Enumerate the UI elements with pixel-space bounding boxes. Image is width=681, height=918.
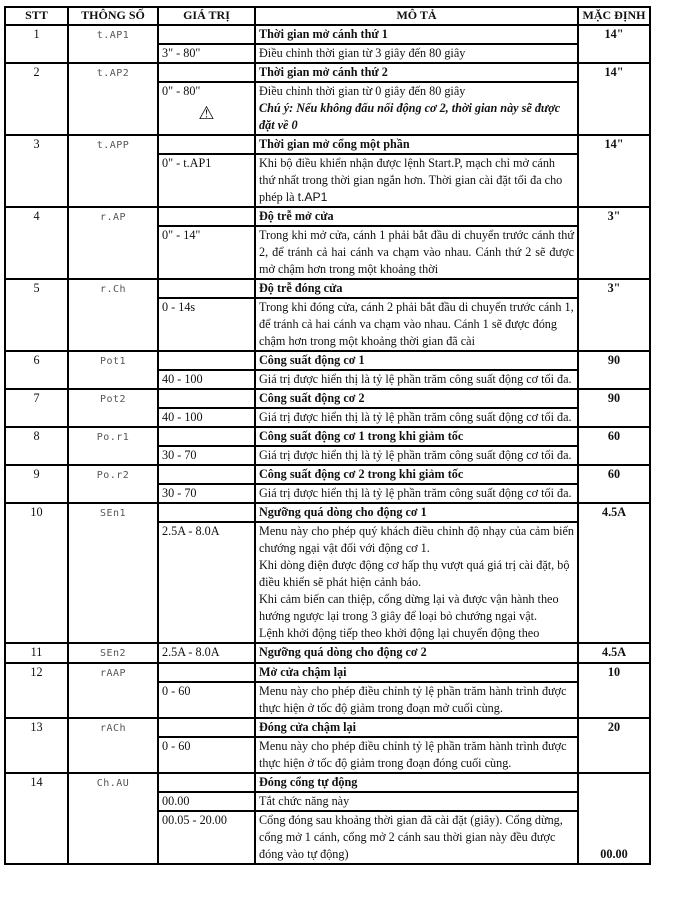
table-row <box>5 503 650 522</box>
param-description: Giá trị được hiển thị là tỷ lệ phần trăm công suất động cơ tối đa. <box>255 446 578 465</box>
value-range-cell <box>158 82 255 135</box>
param-description-line: Khi cảm biến can thiệp, cổng dừng lại và được vận hành theo hướng ngược lại trong 3 giây để loại bỏ chướng ngại vật. <box>259 592 559 623</box>
value-range: 40 - 100 <box>158 408 255 427</box>
header-stt: STT <box>5 7 68 25</box>
param-code <box>68 465 158 503</box>
value-range: 30 - 70 <box>158 446 255 465</box>
default-value: 60 <box>578 465 650 503</box>
segment-display-code: t.APP <box>96 140 130 151</box>
table-row <box>5 207 650 226</box>
table-row <box>5 279 650 298</box>
param-reference: t.AP1 <box>297 190 328 204</box>
value-cell-empty <box>158 773 255 792</box>
option-description: Tắt chức năng này <box>255 792 578 811</box>
parameter-table <box>4 6 651 865</box>
param-code <box>68 351 158 389</box>
param-title: Độ trễ đóng cửa <box>255 279 578 298</box>
table-row <box>5 718 650 737</box>
param-description-cell <box>255 522 578 643</box>
segment-display-code: rACh <box>99 723 127 734</box>
param-description: Trong khi mở cửa, cánh 1 phải bắt đầu di chuyển trước cánh thứ 2, để tránh cả hai cánh va chạm vào nhau. Cánh thứ 2 sẽ được mở chậm hơn trong một khoảng thời <box>255 226 578 279</box>
segment-display-code: t.AP2 <box>96 68 130 79</box>
param-code <box>68 63 158 135</box>
param-title: Ngưỡng quá dòng cho động cơ 2 <box>255 643 578 663</box>
value-range: 0" - 80" <box>162 84 201 98</box>
default-value: 10 <box>578 663 650 718</box>
segment-display-code: Pot1 <box>99 356 127 367</box>
segment-display-code: r.AP <box>99 212 127 223</box>
param-code <box>68 643 158 663</box>
param-description: Giá trị được hiển thị là tỷ lệ phần trăm công suất động cơ tối đa. <box>255 408 578 427</box>
param-description-line: Lệnh khởi động tiếp theo khởi động lại chuyển động theo <box>259 626 540 640</box>
value-cell-empty <box>158 465 255 484</box>
segment-display-code: Po.r1 <box>96 432 130 443</box>
default-value: 4.5A <box>578 503 650 643</box>
value-cell-empty <box>158 279 255 298</box>
segment-display-code: rAAP <box>99 668 127 679</box>
row-number: 10 <box>5 503 68 643</box>
value-cell-empty <box>158 389 255 408</box>
value-cell-empty <box>158 718 255 737</box>
default-value: 14" <box>578 25 650 63</box>
option-range: 00.05 - 20.00 <box>158 811 255 864</box>
row-number: 13 <box>5 718 68 773</box>
header-value: GIÁ TRỊ <box>158 7 255 25</box>
value-range: 2.5A - 8.0A <box>158 643 255 663</box>
param-title: Công suất động cơ 2 trong khi giảm tốc <box>255 465 578 484</box>
header-desc: MÔ TẢ <box>255 7 578 25</box>
param-title: Thời gian mở cổng một phần <box>255 135 578 154</box>
value-cell-empty <box>158 503 255 522</box>
value-range: 3" - 80" <box>158 44 255 63</box>
value-cell-empty <box>158 663 255 682</box>
option-description: Cổng đóng sau khoảng thời gian đã cài đặt (giây). Cổng dừng, cổng mở 1 cánh, cổng mở 2 cánh sau thời gian này đều được đóng vào tự động) <box>255 811 578 864</box>
param-code <box>68 135 158 207</box>
param-description-line: Menu này cho phép quý khách điều chỉnh độ nhạy của cảm biến chướng ngại vật đối với động cơ 1. <box>259 524 574 555</box>
param-title: Thời gian mở cánh thứ 1 <box>255 25 578 44</box>
default-value: 3" <box>578 207 650 279</box>
value-range: 2.5A - 8.0A <box>158 522 255 643</box>
value-range: 40 - 100 <box>158 370 255 389</box>
segment-display-code: SEn2 <box>99 648 127 659</box>
param-title: Đóng cổng tự động <box>255 773 578 792</box>
param-code <box>68 663 158 718</box>
segment-display-code: Ch.AU <box>96 778 130 789</box>
warning-icon: ⚠ <box>198 103 215 123</box>
value-range: 0" - 14" <box>158 226 255 279</box>
param-code <box>68 503 158 643</box>
param-description: Điều chỉnh thời gian từ 0 giây đến 80 giây <box>259 84 466 98</box>
param-title: Công suất động cơ 1 trong khi giảm tốc <box>255 427 578 446</box>
row-number: 5 <box>5 279 68 351</box>
table-header-row <box>5 7 650 25</box>
value-range: 0 - 60 <box>158 682 255 718</box>
default-value: 90 <box>578 389 650 427</box>
param-description: Trong khi đóng cửa, cánh 2 phải bắt đầu di chuyển trước cánh 1, để tránh cả hai cánh va chạm vào nhau. Cánh 1 sẽ được đóng chậm hơn trong một khoảng thời gian đã cài <box>255 298 578 351</box>
default-value: 90 <box>578 351 650 389</box>
value-cell-empty <box>158 63 255 82</box>
row-number: 8 <box>5 427 68 465</box>
table-row <box>5 389 650 408</box>
value-cell-empty <box>158 207 255 226</box>
default-value: 20 <box>578 718 650 773</box>
default-value: 3" <box>578 279 650 351</box>
param-description-cell <box>255 154 578 207</box>
row-number: 14 <box>5 773 68 864</box>
table-row <box>5 135 650 154</box>
table-row <box>5 643 650 663</box>
table-row <box>5 63 650 82</box>
param-code <box>68 207 158 279</box>
param-description: Menu này cho phép điều chỉnh tỷ lệ phần trăm hành trình được thực hiện ở tốc độ giảm trong đoạn mở cuối cùng. <box>255 682 578 718</box>
param-title: Thời gian mở cánh thứ 2 <box>255 63 578 82</box>
param-description: Giá trị được hiển thị là tỷ lệ phần trăm công suất động cơ tối đa. <box>255 370 578 389</box>
default-value: 14" <box>578 135 650 207</box>
param-code <box>68 427 158 465</box>
value-range: 30 - 70 <box>158 484 255 503</box>
param-description: Menu này cho phép điều chỉnh tỷ lệ phần trăm hành trình được thực hiện ở tốc độ giảm trong đoạn đóng cuối cùng. <box>255 737 578 773</box>
row-number: 2 <box>5 63 68 135</box>
table-row <box>5 25 650 44</box>
param-description-cell <box>255 82 578 135</box>
table-row <box>5 773 650 792</box>
value-cell-empty <box>158 351 255 370</box>
param-code <box>68 718 158 773</box>
option-range: 00.00 <box>158 792 255 811</box>
param-title: Công suất động cơ 1 <box>255 351 578 370</box>
default-value: 00.00 <box>578 773 650 864</box>
param-title: Mở cửa chậm lại <box>255 663 578 682</box>
value-range: 0 - 14s <box>158 298 255 351</box>
header-default: MẶC ĐỊNH <box>578 7 650 25</box>
value-cell-empty <box>158 25 255 44</box>
param-code <box>68 389 158 427</box>
param-code <box>68 773 158 864</box>
table-row <box>5 663 650 682</box>
row-number: 4 <box>5 207 68 279</box>
header-param: THÔNG SỐ <box>68 7 158 25</box>
segment-display-code: SEn1 <box>99 508 127 519</box>
row-number: 9 <box>5 465 68 503</box>
segment-display-code: Pot2 <box>99 394 127 405</box>
param-code <box>68 25 158 63</box>
param-title: Công suất động cơ 2 <box>255 389 578 408</box>
param-description: Khi bộ điều khiển nhận được lệnh Start.P, mạch chỉ mở cánh thứ nhất trong thời gian ngắn hơn. Thời gian cài đặt tối đa cho phép là <box>259 156 563 204</box>
value-range: 0 - 60 <box>158 737 255 773</box>
default-value: 4.5A <box>578 643 650 663</box>
row-number: 11 <box>5 643 68 663</box>
default-value: 14" <box>578 63 650 135</box>
table-row <box>5 351 650 370</box>
row-number: 6 <box>5 351 68 389</box>
param-note: Chú ý: Nếu không đấu nối động cơ 2, thời gian này sẽ được đặt về 0 <box>259 101 561 132</box>
segment-display-code: r.Ch <box>99 284 127 295</box>
segment-display-code: Po.r2 <box>96 470 130 481</box>
row-number: 3 <box>5 135 68 207</box>
value-range: 0" - t.AP1 <box>158 154 255 207</box>
value-cell-empty <box>158 135 255 154</box>
param-description: Điều chỉnh thời gian từ 3 giây đến 80 giây <box>255 44 578 63</box>
value-cell-empty <box>158 427 255 446</box>
default-value: 60 <box>578 427 650 465</box>
table-row <box>5 465 650 484</box>
param-title: Độ trễ mở cửa <box>255 207 578 226</box>
param-title: Đóng cửa chậm lại <box>255 718 578 737</box>
param-code <box>68 279 158 351</box>
param-description: Giá trị được hiển thị là tỷ lệ phần trăm công suất động cơ tối đa. <box>255 484 578 503</box>
param-description-line: Khi dòng điện được động cơ hấp thụ vượt quá giá trị cài đặt, bộ điều khiển sẽ phát hiện cảnh báo. <box>259 558 570 589</box>
segment-display-code: t.AP1 <box>96 30 130 41</box>
param-title: Ngưỡng quá dòng cho động cơ 1 <box>255 503 578 522</box>
row-number: 7 <box>5 389 68 427</box>
table-row <box>5 427 650 446</box>
row-number: 12 <box>5 663 68 718</box>
row-number: 1 <box>5 25 68 63</box>
